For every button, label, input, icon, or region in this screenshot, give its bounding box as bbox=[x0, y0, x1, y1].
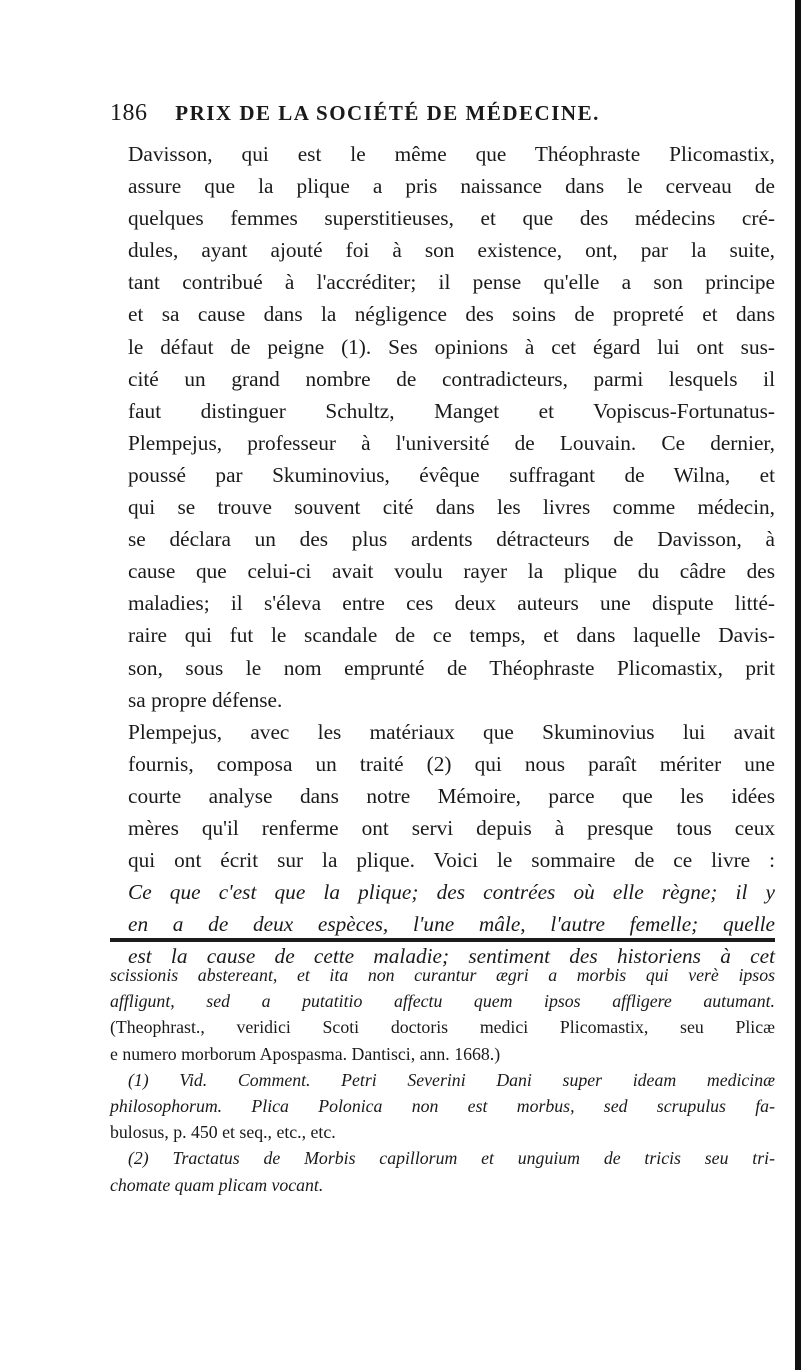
text-line: tant contribué à l'accréditer; il pense qu'elle a son principe bbox=[128, 270, 775, 295]
running-title: PRIX DE LA SOCIÉTÉ DE MÉDECINE. bbox=[175, 101, 600, 125]
text-line: et sa cause dans la négligence des soins de propreté et dans bbox=[128, 302, 775, 327]
text-line: quelques femmes superstitieuses, et que des médecins cré- bbox=[128, 206, 775, 231]
text-line: se déclara un des plus ardents détracteurs de Davisson, à bbox=[128, 527, 775, 552]
paragraph-2 bbox=[110, 716, 775, 973]
text-line: sa propre défense. bbox=[128, 687, 283, 712]
running-header bbox=[110, 100, 790, 127]
paragraph-1 bbox=[110, 138, 775, 716]
footnote-line: (1) Vid. Comment. Petri Severini Dani super ideam medicinæ bbox=[128, 1069, 775, 1090]
text-line: courte analyse dans notre Mémoire, parce que les idées bbox=[128, 783, 775, 808]
text-line: faut distinguer Schultz, Manget et Vopiscus-Fortunatus- bbox=[128, 398, 775, 423]
text-line: poussé par Skuminovius, évêque suffragant de Wilna, et bbox=[128, 462, 775, 487]
page-number: 186 bbox=[110, 100, 148, 126]
text-line: Plempejus, professeur à l'université de Louvain. Ce dernier, bbox=[128, 430, 775, 455]
text-line: qui se trouve souvent cité dans les livres comme médecin, bbox=[128, 495, 775, 520]
text-line: Plempejus, avec les matériaux que Skuminovius lui avait bbox=[128, 719, 775, 744]
footnote-line: (2) Tractatus de Morbis capillorum et unguium de tricis seu tri- bbox=[128, 1148, 775, 1169]
text-line-italic: est la cause de cette maladie; sentiment des historiens à cet bbox=[128, 944, 775, 969]
footnote-continuation bbox=[110, 962, 775, 1067]
footnote-line: bulosus, p. 450 et seq., etc., etc. bbox=[110, 1122, 336, 1143]
footnote-line: (Theophrast., veridici Scoti doctoris medici Plicomastix, seu Plicæ bbox=[110, 1017, 775, 1038]
footnote-2 bbox=[110, 1145, 775, 1197]
text-line: qui ont écrit sur la plique. Voici le sommaire de ce livre : bbox=[128, 848, 775, 873]
text-line: assure que la plique a pris naissance dans le cerveau de bbox=[128, 174, 775, 199]
footnote-line: chomate quam plicam vocant. bbox=[110, 1174, 324, 1195]
text-line: le défaut de peigne (1). Ses opinions à cet égard lui ont sus- bbox=[128, 334, 775, 359]
footnote-line: scissionis absterеant, et ita non curantur ægri a morbis qui verè ipsos bbox=[110, 965, 775, 985]
text-line: cause que celui-ci avait voulu rayer la plique du câdre des bbox=[128, 559, 775, 584]
footnote-1 bbox=[110, 1067, 775, 1146]
footnote-line: e numero morborum Apospasma. Dantisci, ann. 1668.) bbox=[110, 1043, 501, 1064]
text-line: raire qui fut le scandale de ce temps, et dans laquelle Davis- bbox=[128, 623, 775, 648]
footnotes bbox=[110, 962, 775, 1198]
text-line: dules, ayant ajouté foi à son existence, ont, par la suite, bbox=[128, 238, 775, 263]
page-edge-shadow bbox=[795, 0, 801, 1370]
text-line: son, sous le nom emprunté de Théophraste Plicomastix, prit bbox=[128, 655, 775, 680]
text-line-italic: en a de deux espèces, l'une mâle, l'autre femelle; quelle bbox=[128, 912, 775, 937]
text-line: fournis, composa un traité (2) qui nous paraît mériter une bbox=[128, 751, 775, 776]
text-line: maladies; il s'éleva entre ces deux auteurs une dispute litté- bbox=[128, 591, 775, 616]
text-line: mères qu'il renferme ont servi depuis à presque tous ceux bbox=[128, 815, 775, 840]
text-line-italic: Ce que c'est que la plique; des contrées où elle règne; il y bbox=[128, 880, 775, 905]
text-line: cité un grand nombre de contradicteurs, parmi lesquels il bbox=[128, 366, 775, 391]
footnote-line: affligunt, sed a putatitio affectu quem ipsos affligere autumant. bbox=[110, 991, 775, 1012]
footnote-line: philosophorum. Plica Polonica non est morbus, sed scrupulus fa- bbox=[110, 1096, 775, 1117]
footnote-separator bbox=[110, 938, 775, 942]
text-line: Davisson, qui est le même que Théophraste Plicomastix, bbox=[128, 142, 775, 166]
main-text bbox=[110, 138, 775, 972]
